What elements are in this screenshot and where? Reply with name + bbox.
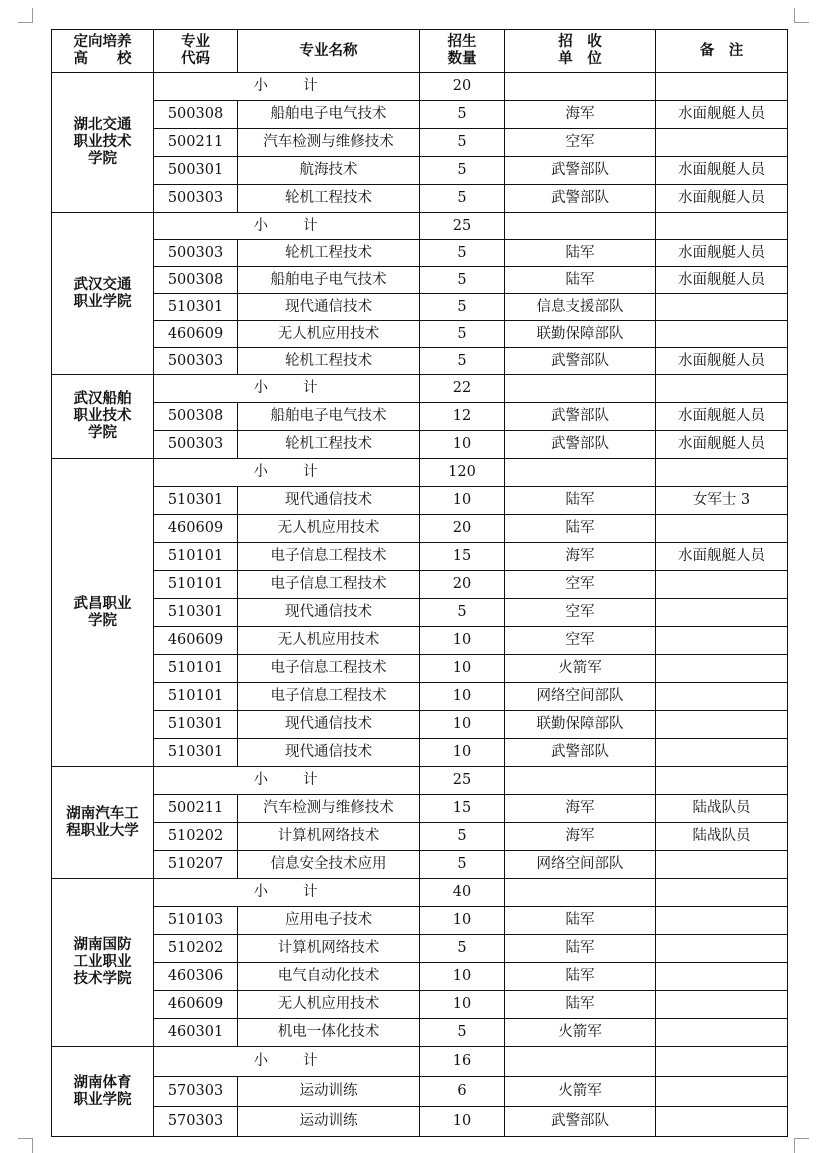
table-row	[52, 907, 788, 935]
recruiting-unit: 海军	[505, 543, 656, 571]
major-code: 500308	[154, 267, 238, 294]
enroll-count: 5	[420, 935, 505, 963]
table-row	[52, 543, 788, 571]
subtotal-row	[52, 459, 788, 487]
table-row	[52, 101, 788, 129]
remark: 水面舰艇人员	[656, 431, 788, 459]
enroll-count: 15	[420, 795, 505, 823]
remark: 水面舰艇人员	[656, 543, 788, 571]
major-code: 510101	[154, 655, 238, 683]
school-name-line: 湖南汽车工	[66, 804, 139, 822]
remark	[656, 851, 788, 879]
major-name: 汽车检测与维修技术	[238, 795, 420, 823]
recruiting-unit: 空军	[505, 627, 656, 655]
recruiting-unit: 火箭军	[505, 655, 656, 683]
table-row	[52, 1107, 788, 1137]
major-code: 500211	[154, 129, 238, 157]
table-row	[52, 1019, 788, 1047]
major-name: 信息安全技术应用	[238, 851, 420, 879]
school-name	[52, 213, 154, 375]
school-name-line: 职业学院	[73, 1090, 132, 1108]
remark	[656, 571, 788, 599]
enroll-count: 5	[420, 823, 505, 851]
remark	[656, 739, 788, 767]
recruiting-unit: 信息支援部队	[505, 294, 656, 321]
header-count-line1: 招生	[447, 33, 477, 51]
recruiting-unit: 陆军	[505, 963, 656, 991]
major-name: 轮机工程技术	[238, 240, 420, 267]
major-name: 轮机工程技术	[238, 348, 420, 375]
remark: 陆战队员	[656, 823, 788, 851]
remark	[656, 963, 788, 991]
table-row	[52, 1077, 788, 1107]
subtotal-count: 22	[420, 375, 505, 403]
enroll-count: 5	[420, 185, 505, 213]
enroll-count: 5	[420, 129, 505, 157]
recruiting-unit: 海军	[505, 823, 656, 851]
remark	[656, 627, 788, 655]
recruiting-unit: 空军	[505, 129, 656, 157]
enroll-count: 6	[420, 1077, 505, 1107]
remark: 水面舰艇人员	[656, 157, 788, 185]
remark: 女军士 3	[656, 487, 788, 515]
enroll-count: 10	[420, 431, 505, 459]
enrollment-table	[51, 29, 788, 1137]
table-row	[52, 963, 788, 991]
major-name: 运动训练	[238, 1077, 420, 1107]
school-name-line: 学院	[88, 423, 117, 441]
enroll-count: 5	[420, 348, 505, 375]
remark	[656, 515, 788, 543]
subtotal-label: 小 计	[154, 375, 420, 403]
subtotal-label: 小 计	[154, 73, 420, 101]
recruiting-unit: 武警部队	[505, 739, 656, 767]
remark	[656, 321, 788, 348]
subtotal-remark	[656, 879, 788, 907]
table-row	[52, 711, 788, 739]
table-row	[52, 823, 788, 851]
table-row	[52, 267, 788, 294]
table-row	[52, 157, 788, 185]
remark	[656, 907, 788, 935]
major-code: 460301	[154, 1019, 238, 1047]
recruiting-unit: 火箭军	[505, 1019, 656, 1047]
major-name: 现代通信技术	[238, 294, 420, 321]
remark: 水面舰艇人员	[656, 267, 788, 294]
major-code: 510101	[154, 571, 238, 599]
remark	[656, 935, 788, 963]
subtotal-row	[52, 213, 788, 240]
recruiting-unit: 陆军	[505, 991, 656, 1019]
major-name: 现代通信技术	[238, 739, 420, 767]
recruiting-unit: 陆军	[505, 907, 656, 935]
school-name-line: 职业学院	[73, 292, 132, 310]
major-code: 510202	[154, 935, 238, 963]
subtotal-count: 25	[420, 213, 505, 240]
table-row	[52, 515, 788, 543]
school-name-line: 武昌职业	[73, 594, 132, 612]
subtotal-remark	[656, 459, 788, 487]
table-row	[52, 348, 788, 375]
recruiting-unit: 空军	[505, 571, 656, 599]
major-name: 现代通信技术	[238, 711, 420, 739]
major-code: 510101	[154, 543, 238, 571]
school-name-line: 湖南国防	[73, 936, 132, 954]
major-code: 510301	[154, 487, 238, 515]
table-row	[52, 655, 788, 683]
subtotal-unit	[505, 73, 656, 101]
crop-mark-top-right	[794, 8, 809, 23]
enroll-count: 10	[420, 711, 505, 739]
enroll-count: 10	[420, 739, 505, 767]
subtotal-unit	[505, 1047, 656, 1077]
major-code: 500301	[154, 157, 238, 185]
enroll-count: 10	[420, 907, 505, 935]
table-row	[52, 294, 788, 321]
crop-mark-bottom-right	[794, 1138, 809, 1153]
recruiting-unit: 陆军	[505, 515, 656, 543]
major-name: 无人机应用技术	[238, 991, 420, 1019]
major-name: 现代通信技术	[238, 487, 420, 515]
recruiting-unit: 网络空间部队	[505, 683, 656, 711]
recruiting-unit: 网络空间部队	[505, 851, 656, 879]
school-name	[52, 1047, 154, 1137]
header-code-line2: 代码	[181, 50, 210, 67]
subtotal-remark	[656, 375, 788, 403]
remark: 水面舰艇人员	[656, 240, 788, 267]
enroll-count: 5	[420, 294, 505, 321]
major-code: 500308	[154, 403, 238, 431]
major-name: 汽车检测与维修技术	[238, 129, 420, 157]
enroll-count: 10	[420, 655, 505, 683]
subtotal-unit	[505, 375, 656, 403]
major-name: 无人机应用技术	[238, 515, 420, 543]
recruiting-unit: 火箭军	[505, 1077, 656, 1107]
enroll-count: 5	[420, 240, 505, 267]
major-name: 轮机工程技术	[238, 185, 420, 213]
school-name-line: 程职业大学	[66, 821, 139, 839]
school-name	[52, 767, 154, 879]
enroll-count: 10	[420, 991, 505, 1019]
recruiting-unit: 武警部队	[505, 348, 656, 375]
header-school-line1: 定向培养	[73, 33, 132, 51]
school-name-line: 职业技术	[73, 407, 132, 425]
remark	[656, 599, 788, 627]
school-name-line: 学院	[88, 611, 117, 629]
school-name-line: 工业职业	[73, 953, 132, 971]
enroll-count: 20	[420, 515, 505, 543]
table-row	[52, 991, 788, 1019]
major-name: 计算机网络技术	[238, 935, 420, 963]
enroll-count: 12	[420, 403, 505, 431]
recruiting-unit: 武警部队	[505, 431, 656, 459]
recruiting-unit: 陆军	[505, 487, 656, 515]
enroll-count: 5	[420, 157, 505, 185]
enroll-count: 10	[420, 627, 505, 655]
major-name: 电子信息工程技术	[238, 683, 420, 711]
subtotal-row	[52, 1047, 788, 1077]
header-unit-line2: 单 位	[558, 50, 602, 67]
major-name: 应用电子技术	[238, 907, 420, 935]
school-name	[52, 375, 154, 459]
remark	[656, 294, 788, 321]
school-name-line: 湖北交通	[73, 116, 132, 134]
major-code: 510101	[154, 683, 238, 711]
major-code: 460609	[154, 991, 238, 1019]
major-name: 船舶电子电气技术	[238, 101, 420, 129]
major-code: 500303	[154, 185, 238, 213]
major-code: 500211	[154, 795, 238, 823]
school-name-line: 湖南体育	[73, 1073, 132, 1091]
subtotal-unit	[505, 459, 656, 487]
recruiting-unit: 联勤保障部队	[505, 321, 656, 348]
table-row	[52, 739, 788, 767]
major-name: 航海技术	[238, 157, 420, 185]
subtotal-row	[52, 879, 788, 907]
major-code: 500303	[154, 348, 238, 375]
major-name: 电子信息工程技术	[238, 571, 420, 599]
major-name: 现代通信技术	[238, 599, 420, 627]
recruiting-unit: 陆军	[505, 240, 656, 267]
header-school-line2: 高 校	[73, 50, 132, 67]
subtotal-unit	[505, 879, 656, 907]
remark	[656, 129, 788, 157]
remark	[656, 711, 788, 739]
major-name: 电子信息工程技术	[238, 655, 420, 683]
major-name: 运动训练	[238, 1107, 420, 1137]
school-name-line: 武汉船舶	[73, 390, 132, 408]
major-code: 510202	[154, 823, 238, 851]
subtotal-label: 小 计	[154, 213, 420, 240]
subtotal-remark	[656, 213, 788, 240]
enroll-count: 5	[420, 851, 505, 879]
major-name: 电气自动化技术	[238, 963, 420, 991]
subtotal-count: 20	[420, 73, 505, 101]
remark	[656, 1077, 788, 1107]
remark	[656, 991, 788, 1019]
remark	[656, 683, 788, 711]
major-code: 500303	[154, 431, 238, 459]
major-name: 船舶电子电气技术	[238, 403, 420, 431]
enroll-count: 10	[420, 487, 505, 515]
enroll-count: 15	[420, 543, 505, 571]
school-name	[52, 459, 154, 767]
major-code: 510207	[154, 851, 238, 879]
major-code: 570303	[154, 1107, 238, 1137]
major-name: 计算机网络技术	[238, 823, 420, 851]
recruiting-unit: 海军	[505, 101, 656, 129]
major-code: 570303	[154, 1077, 238, 1107]
major-code: 510301	[154, 294, 238, 321]
subtotal-remark	[656, 1047, 788, 1077]
table-row	[52, 185, 788, 213]
subtotal-label: 小 计	[154, 879, 420, 907]
enroll-count: 5	[420, 1019, 505, 1047]
remark: 陆战队员	[656, 795, 788, 823]
school-name-line: 武汉交通	[73, 275, 132, 293]
school-name	[52, 879, 154, 1047]
major-name: 船舶电子电气技术	[238, 267, 420, 294]
subtotal-label: 小 计	[154, 767, 420, 795]
enroll-count: 5	[420, 101, 505, 129]
header-unit	[505, 30, 656, 73]
header-count	[420, 30, 505, 73]
header-row	[52, 30, 788, 73]
subtotal-remark	[656, 73, 788, 101]
subtotal-remark	[656, 767, 788, 795]
table-row	[52, 627, 788, 655]
table-row	[52, 487, 788, 515]
recruiting-unit: 武警部队	[505, 157, 656, 185]
enroll-count: 10	[420, 963, 505, 991]
recruiting-unit: 陆军	[505, 935, 656, 963]
enroll-count: 20	[420, 571, 505, 599]
subtotal-label: 小 计	[154, 1047, 420, 1077]
major-name: 轮机工程技术	[238, 431, 420, 459]
header-school	[52, 30, 154, 73]
major-code: 460609	[154, 627, 238, 655]
header-unit-line1: 招 收	[558, 33, 602, 51]
subtotal-unit	[505, 213, 656, 240]
table-header	[52, 30, 788, 73]
enroll-count: 10	[420, 1107, 505, 1137]
enroll-count: 5	[420, 321, 505, 348]
school-name-line: 职业技术	[73, 133, 132, 151]
table-row	[52, 599, 788, 627]
major-code: 500308	[154, 101, 238, 129]
subtotal-count: 25	[420, 767, 505, 795]
header-major: 专业名称	[238, 30, 420, 73]
recruiting-unit: 空军	[505, 599, 656, 627]
table-row	[52, 935, 788, 963]
enroll-count: 10	[420, 683, 505, 711]
recruiting-unit: 联勤保障部队	[505, 711, 656, 739]
remark: 水面舰艇人员	[656, 101, 788, 129]
school-name-line: 学院	[88, 149, 117, 167]
major-code: 460609	[154, 321, 238, 348]
major-code: 460306	[154, 963, 238, 991]
subtotal-count: 40	[420, 879, 505, 907]
table-body	[52, 73, 788, 1137]
subtotal-row	[52, 375, 788, 403]
school-name-line: 技术学院	[73, 969, 132, 987]
table-row	[52, 321, 788, 348]
subtotal-count: 16	[420, 1047, 505, 1077]
table-row	[52, 795, 788, 823]
header-code-line1: 专业	[181, 33, 210, 51]
major-name: 机电一体化技术	[238, 1019, 420, 1047]
table-row	[52, 403, 788, 431]
header-code	[154, 30, 238, 73]
recruiting-unit: 武警部队	[505, 403, 656, 431]
table-row	[52, 431, 788, 459]
header-count-line2: 数量	[447, 50, 477, 67]
major-name: 无人机应用技术	[238, 321, 420, 348]
major-code: 510301	[154, 739, 238, 767]
school-name	[52, 73, 154, 213]
recruiting-unit: 武警部队	[505, 185, 656, 213]
major-code: 500303	[154, 240, 238, 267]
major-name: 无人机应用技术	[238, 627, 420, 655]
table-row	[52, 683, 788, 711]
remark	[656, 1107, 788, 1137]
remark: 水面舰艇人员	[656, 185, 788, 213]
major-name: 电子信息工程技术	[238, 543, 420, 571]
major-code: 510301	[154, 711, 238, 739]
subtotal-unit	[505, 767, 656, 795]
recruiting-unit: 陆军	[505, 267, 656, 294]
subtotal-row	[52, 73, 788, 101]
remark: 水面舰艇人员	[656, 403, 788, 431]
enroll-count: 5	[420, 599, 505, 627]
subtotal-count: 120	[420, 459, 505, 487]
subtotal-label: 小 计	[154, 459, 420, 487]
remark: 水面舰艇人员	[656, 348, 788, 375]
remark	[656, 655, 788, 683]
table-row	[52, 851, 788, 879]
major-code: 510103	[154, 907, 238, 935]
crop-mark-top-left	[18, 8, 33, 23]
recruiting-unit: 武警部队	[505, 1107, 656, 1137]
enroll-count: 5	[420, 267, 505, 294]
major-code: 460609	[154, 515, 238, 543]
subtotal-row	[52, 767, 788, 795]
remark	[656, 1019, 788, 1047]
table-row	[52, 240, 788, 267]
table-row	[52, 129, 788, 157]
header-remark: 备 注	[656, 30, 788, 73]
crop-mark-bottom-left	[18, 1138, 33, 1153]
major-code: 510301	[154, 599, 238, 627]
recruiting-unit: 海军	[505, 795, 656, 823]
table-row	[52, 571, 788, 599]
